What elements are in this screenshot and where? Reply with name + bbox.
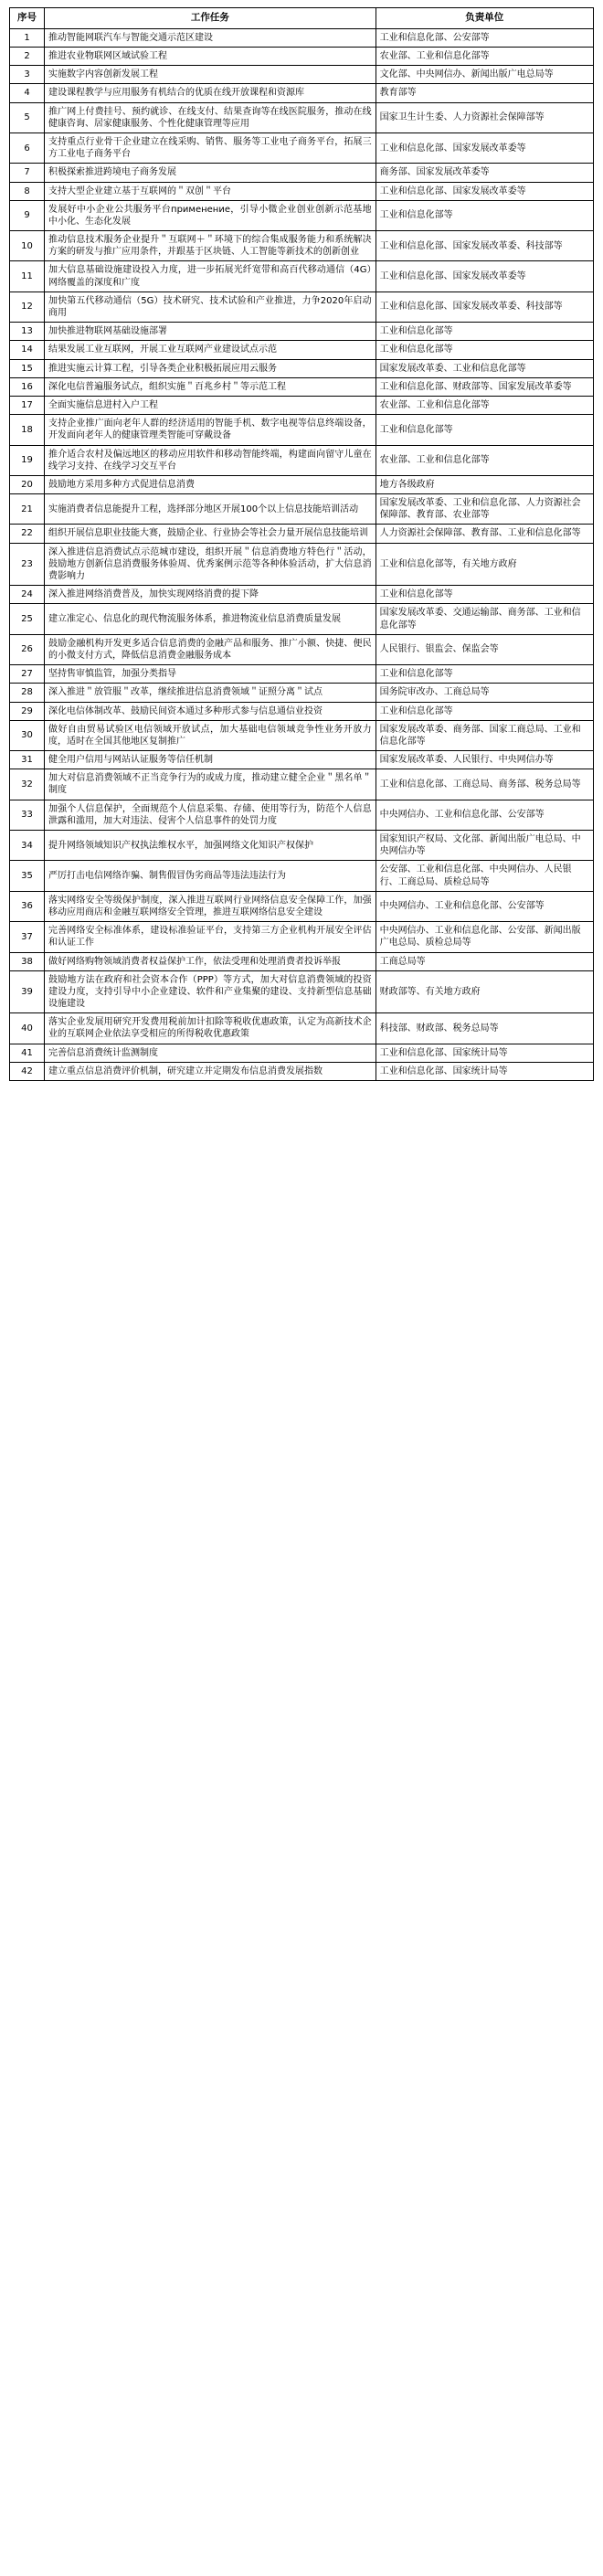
row-org: 文化部、中央网信办、新闻出版广电总局等 xyxy=(376,66,593,84)
row-task: 建立准定心、信息化的现代物流服务体系，推进物流业信息消费质量发展 xyxy=(45,604,376,634)
row-org: 工业和信息化部等 xyxy=(376,702,593,720)
table-row xyxy=(10,48,594,66)
table-row xyxy=(10,445,594,475)
row-org: 中央网信办、工业和信息化部、公安部等 xyxy=(376,800,593,830)
row-index: 30 xyxy=(10,720,45,750)
column-header-org: 负责单位 xyxy=(376,8,593,29)
row-task: 落实网络安全等级保护制度，深入推进互联网行业网络信息安全保障工作，加强移动应用商店和金融互联网络安全管理，推进互联网络信息安全建设 xyxy=(45,891,376,921)
table-row xyxy=(10,66,594,84)
row-task: 深化电信普遍服务试点，组织实施＂百兆乡村＂等示范工程 xyxy=(45,377,376,396)
table-row xyxy=(10,200,594,230)
row-index: 6 xyxy=(10,133,45,163)
table-row xyxy=(10,922,594,952)
row-org: 工业和信息化部、公安部等 xyxy=(376,28,593,47)
row-task: 健全用户信用与网站认证服务等信任机制 xyxy=(45,751,376,769)
table-row xyxy=(10,952,594,970)
row-index: 7 xyxy=(10,164,45,182)
row-index: 20 xyxy=(10,475,45,493)
table-row xyxy=(10,28,594,47)
row-org: 国家发展改革委、交通运输部、商务部、工业和信息化部等 xyxy=(376,604,593,634)
table-row xyxy=(10,800,594,830)
row-org: 科技部、财政部、税务总局等 xyxy=(376,1013,593,1044)
row-index: 21 xyxy=(10,494,45,525)
row-org: 工业和信息化部、国家发展改革委等 xyxy=(376,261,593,292)
row-task: 深入推进网络消费普及，加快实现网络消费的提下降 xyxy=(45,586,376,604)
row-index: 14 xyxy=(10,341,45,359)
row-org: 国家发展改革委、工业和信息化部等 xyxy=(376,359,593,377)
row-org: 财政部等、有关地方政府 xyxy=(376,970,593,1013)
row-index: 3 xyxy=(10,66,45,84)
table-row xyxy=(10,84,594,102)
row-task: 加大信息基础设施建设投入力度，进一步拓展光纤宽带和高百代移动通信（4G）网络覆盖的深度和广度 xyxy=(45,261,376,292)
table-row xyxy=(10,665,594,684)
row-index: 16 xyxy=(10,377,45,396)
row-index: 29 xyxy=(10,702,45,720)
table-row xyxy=(10,231,594,261)
table-row xyxy=(10,1044,594,1062)
row-index: 24 xyxy=(10,586,45,604)
row-org: 国家发展改革委、人民银行、中央网信办等 xyxy=(376,751,593,769)
row-task: 深化电信体制改革、鼓励民间资本通过多种形式参与信息通信业投资 xyxy=(45,702,376,720)
row-org: 工业和信息化部等 xyxy=(376,415,593,445)
table-row xyxy=(10,702,594,720)
row-task: 鼓励地方采用多种方式促进信息消费 xyxy=(45,475,376,493)
row-index: 33 xyxy=(10,800,45,830)
row-org: 工业和信息化部、财政部等、国家发展改革委等 xyxy=(376,377,593,396)
row-task: 支持重点行业骨干企业建立在线采购、销售、服务等工业电子商务平台，拓展三方工业电子商务平台 xyxy=(45,133,376,163)
row-task: 深入推进信息消费试点示范城市建设，组织开展＂信息消费地方特色行＂活动，鼓励地方创新信息消费服务体验周、优秀案例示范等各种体验活动，扩大信息消费影响力 xyxy=(45,543,376,586)
row-index: 28 xyxy=(10,684,45,702)
row-task: 推广网上付费挂号、预约就诊、在线支付、结果查询等在线医院服务，推动在线健康咨询、居家健康服务、个性化健康管理等应用 xyxy=(45,102,376,133)
row-task: 建设课程教学与应用服务有机结合的优质在线开放课程和资源库 xyxy=(45,84,376,102)
table-row xyxy=(10,604,594,634)
row-org: 农业部、工业和信息化部等 xyxy=(376,396,593,414)
table-row xyxy=(10,133,594,163)
row-task: 结果发展工业互联网，开展工业互联网产业建设试点示范 xyxy=(45,341,376,359)
row-org: 工业和信息化部等 xyxy=(376,341,593,359)
row-task: 实施消费者信息能提升工程，选择部分地区开展100个以上信息技能培训活动 xyxy=(45,494,376,525)
row-index: 38 xyxy=(10,952,45,970)
task-table xyxy=(9,7,594,1081)
row-index: 40 xyxy=(10,1013,45,1044)
row-task: 加大对信息消费领域不正当竞争行为的或成力度，推动建立健全企业＂黑名单＂制度 xyxy=(45,769,376,800)
row-org: 地方各级政府 xyxy=(376,475,593,493)
row-index: 4 xyxy=(10,84,45,102)
row-index: 22 xyxy=(10,525,45,543)
table-row xyxy=(10,751,594,769)
table-row xyxy=(10,891,594,921)
row-org: 农业部、工业和信息化部等 xyxy=(376,48,593,66)
row-org: 人力资源社会保障部、教育部、工业和信息化部等 xyxy=(376,525,593,543)
row-org: 工业和信息化部等 xyxy=(376,586,593,604)
row-task: 支持大型企业建立基于互联网的＂双创＂平台 xyxy=(45,182,376,200)
row-org: 国务院审改办、工商总局等 xyxy=(376,684,593,702)
row-org: 国家知识产权局、文化部、新闻出版广电总局、中央网信办等 xyxy=(376,831,593,861)
row-task: 落实企业发展用研究开发费用税前加计扣除等税收优惠政策，认定为高新技术企业的互联网企业依法享受相应的所得税收优惠政策 xyxy=(45,1013,376,1044)
row-index: 26 xyxy=(10,634,45,664)
table-row xyxy=(10,182,594,200)
row-task: 深入推进＂放管服＂改革，继续推进信息消费领域＂证照分离＂试点 xyxy=(45,684,376,702)
row-org: 工商总局等 xyxy=(376,952,593,970)
row-index: 25 xyxy=(10,604,45,634)
table-row xyxy=(10,769,594,800)
table-row xyxy=(10,1013,594,1044)
table-body xyxy=(10,28,594,1080)
row-task: 推进农业物联网区域试验工程 xyxy=(45,48,376,66)
table-row xyxy=(10,684,594,702)
row-org: 工业和信息化部等 xyxy=(376,200,593,230)
row-task: 实施数字内容创新发展工程 xyxy=(45,66,376,84)
row-task: 组织开展信息职业技能大赛，鼓励企业、行业协会等社会力量开展信息技能培训 xyxy=(45,525,376,543)
row-index: 34 xyxy=(10,831,45,861)
column-header-index: 序号 xyxy=(10,8,45,29)
row-org: 工业和信息化部等，有关地方政府 xyxy=(376,543,593,586)
row-org: 人民银行、银监会、保监会等 xyxy=(376,634,593,664)
row-task: 加强个人信息保护，全面规范个人信息采集、存储、使用等行为，防范个人信息泄露和滥用，加大对违法、侵害个人信息事件的处罚力度 xyxy=(45,800,376,830)
row-org: 工业和信息化部、国家发展改革委等 xyxy=(376,182,593,200)
row-index: 5 xyxy=(10,102,45,133)
row-org: 工业和信息化部、工商总局、商务部、税务总局等 xyxy=(376,769,593,800)
table-row xyxy=(10,164,594,182)
row-org: 工业和信息化部、国家发展改革委、科技部等 xyxy=(376,231,593,261)
row-task: 完善网络安全标准体系，建设标准验证平台，支持第三方企业机构开展安全评估和认证工作 xyxy=(45,922,376,952)
row-index: 9 xyxy=(10,200,45,230)
table-row xyxy=(10,861,594,891)
row-index: 10 xyxy=(10,231,45,261)
table-row xyxy=(10,475,594,493)
row-task: 推动智能网联汽车与智能交通示范区建设 xyxy=(45,28,376,47)
row-org: 商务部、国家发展改革委等 xyxy=(376,164,593,182)
row-org: 中央网信办、工业和信息化部、公安部、新闻出版广电总局、质检总局等 xyxy=(376,922,593,952)
row-index: 8 xyxy=(10,182,45,200)
row-task: 鼓励地方法在政府和社会资本合作（PPP）等方式，加大对信息消费领域的投资建设力度，支持引导中小企业建设、软件和产业集聚的建设、支持新型信息基础设施建设 xyxy=(45,970,376,1013)
row-task: 完善信息消费统计监测制度 xyxy=(45,1044,376,1062)
row-task: 全面实施信息进村入户工程 xyxy=(45,396,376,414)
row-task: 加快推进物联网基础设施部署 xyxy=(45,323,376,341)
row-index: 35 xyxy=(10,861,45,891)
row-index: 19 xyxy=(10,445,45,475)
table-row xyxy=(10,396,594,414)
row-index: 13 xyxy=(10,323,45,341)
row-index: 2 xyxy=(10,48,45,66)
row-org: 工业和信息化部等 xyxy=(376,323,593,341)
table-row xyxy=(10,720,594,750)
row-task: 鼓励金融机构开发更多适合信息消费的金融产品和服务、推广小额、快捷、便民的小微支付方式，降低信息消费金融服务成本 xyxy=(45,634,376,664)
row-index: 15 xyxy=(10,359,45,377)
row-org: 工业和信息化部等 xyxy=(376,665,593,684)
row-task: 加快第五代移动通信（5G）技术研究、技术试验和产业推进，力争2020年启动商用 xyxy=(45,292,376,322)
table-row xyxy=(10,586,594,604)
row-task: 提升网络领域知识产权执法维权水平，加强网络文化知识产权保护 xyxy=(45,831,376,861)
row-index: 37 xyxy=(10,922,45,952)
row-index: 36 xyxy=(10,891,45,921)
row-task: 建立重点信息消费评价机制，研究建立并定期发布信息消费发展指数 xyxy=(45,1062,376,1080)
table-row xyxy=(10,634,594,664)
table-row xyxy=(10,323,594,341)
table-row xyxy=(10,970,594,1013)
row-index: 11 xyxy=(10,261,45,292)
row-index: 27 xyxy=(10,665,45,684)
row-org: 国家发展改革委、工业和信息化部、人力资源社会保障部、教育部、农业部等 xyxy=(376,494,593,525)
row-org: 教育部等 xyxy=(376,84,593,102)
row-task: 做好自由贸易试验区电信领域开放试点，加大基础电信领域竞争性业务开放力度，适时在全国其他地区复制推广 xyxy=(45,720,376,750)
table-row xyxy=(10,292,594,322)
table-row xyxy=(10,543,594,586)
row-index: 12 xyxy=(10,292,45,322)
table-row xyxy=(10,415,594,445)
row-index: 32 xyxy=(10,769,45,800)
table-header-row xyxy=(10,8,594,29)
row-index: 42 xyxy=(10,1062,45,1080)
row-task: 做好网络购物领域消费者权益保护工作，依法受理和处理消费者投诉举报 xyxy=(45,952,376,970)
row-org: 工业和信息化部、国家发展改革委等 xyxy=(376,133,593,163)
row-org: 国家发展改革委、商务部、国家工商总局、工业和信息化部等 xyxy=(376,720,593,750)
table-row xyxy=(10,261,594,292)
row-task: 发展好中小企业公共服务平台применение，引导小微企业创业创新示范基地中小化、生态化发展 xyxy=(45,200,376,230)
row-index: 23 xyxy=(10,543,45,586)
row-task: 推动信息技术服务企业提升＂互联网＋＂环境下的综合集成服务能力和系统解决方案的研发与推广应用条件，并跟基于区块链、人工智能等新技术的创新创业 xyxy=(45,231,376,261)
row-index: 17 xyxy=(10,396,45,414)
document-page xyxy=(0,0,603,1090)
column-header-task: 工作任务 xyxy=(45,8,376,29)
row-index: 18 xyxy=(10,415,45,445)
row-org: 中央网信办、工业和信息化部、公安部等 xyxy=(376,891,593,921)
table-row xyxy=(10,494,594,525)
row-org: 公安部、工业和信息化部、中央网信办、人民银行、工商总局、质检总局等 xyxy=(376,861,593,891)
row-task: 积极探索推进跨境电子商务发展 xyxy=(45,164,376,182)
row-index: 41 xyxy=(10,1044,45,1062)
row-task: 坚持售审慎监管，加强分类指导 xyxy=(45,665,376,684)
table-row xyxy=(10,359,594,377)
row-task: 推进实施云计算工程，引导各类企业积极拓展应用云服务 xyxy=(45,359,376,377)
row-task: 支持企业推广面向老年人群的经济适用的智能手机、数字电视等信息终端设备，开发面向老年人的健康管理类智能可穿戴设备 xyxy=(45,415,376,445)
row-org: 工业和信息化部、国家发展改革委、科技部等 xyxy=(376,292,593,322)
table-header xyxy=(10,8,594,29)
row-org: 国家卫生计生委、人力资源社会保障部等 xyxy=(376,102,593,133)
row-index: 39 xyxy=(10,970,45,1013)
row-index: 1 xyxy=(10,28,45,47)
row-task: 严厉打击电信网络诈骗、制售假冒伪劣商品等违法违法行为 xyxy=(45,861,376,891)
row-org: 农业部、工业和信息化部等 xyxy=(376,445,593,475)
table-row xyxy=(10,102,594,133)
table-row xyxy=(10,1062,594,1080)
table-row xyxy=(10,377,594,396)
table-row xyxy=(10,525,594,543)
row-index: 31 xyxy=(10,751,45,769)
table-row xyxy=(10,341,594,359)
row-task: 推介适合农村及偏远地区的移动应用软件和移动智能终端，构建面向留守儿童在线学习支持、在线学习交互平台 xyxy=(45,445,376,475)
table-row xyxy=(10,831,594,861)
row-org: 工业和信息化部、国家统计局等 xyxy=(376,1062,593,1080)
row-org: 工业和信息化部、国家统计局等 xyxy=(376,1044,593,1062)
